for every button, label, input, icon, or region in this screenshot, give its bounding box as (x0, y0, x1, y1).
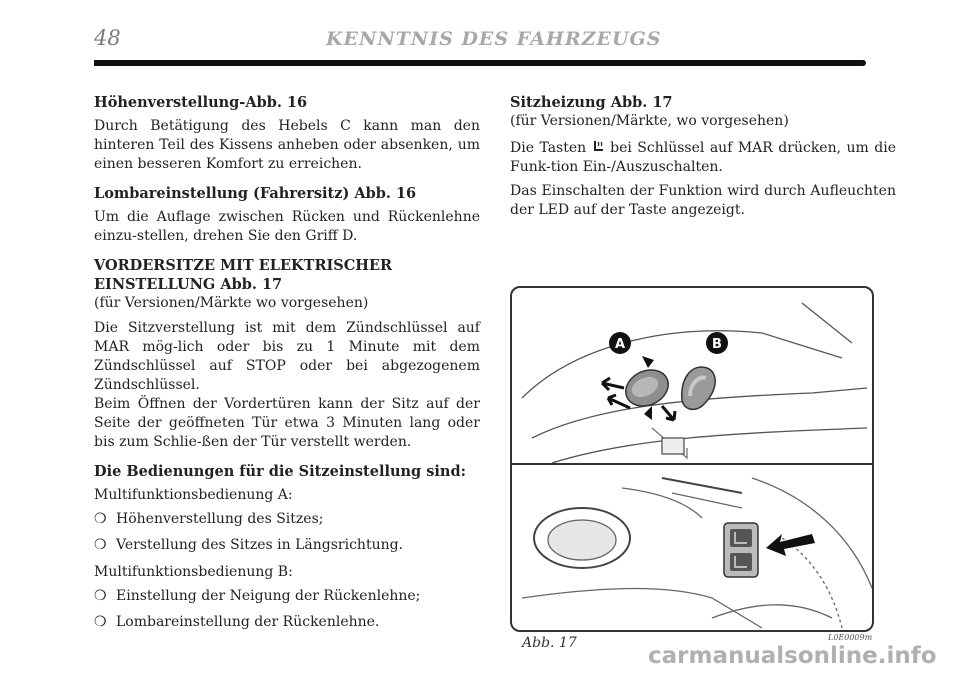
section-text-doors: Beim Öffnen der Vordertüren kann der Sitz auf der Seite der geöffneten Tür etwa 3 Minuten lang oder bis zum Schlie-ßen der Tür verstellt werden. (94, 396, 480, 450)
center-console (522, 478, 872, 628)
section-title-seat-heating: Sitzheizung Abb. 17 (510, 94, 673, 111)
group-b-list (94, 587, 480, 632)
section-text-lumbar: Um die Auflage zwischen Rücken und Rückenlehne einzu-stellen, drehen Sie den Griff D. (94, 209, 480, 244)
section-title-controls: Die Bedienungen für die Sitzeinstellung sind: (94, 463, 466, 480)
label-b: B (712, 337, 722, 352)
bullet-icon: ❍ (94, 588, 107, 604)
list-item: ❍ Lombareinstellung der Rückenlehne. (94, 614, 380, 630)
running-title: KENNTNIS DES FAHRZEUGS (326, 28, 662, 50)
seat-heater-buttons (724, 523, 758, 577)
section-text-led: Das Einschalten der Funktion wird durch Aufleuchten der LED auf der Taste angezeigt. (510, 183, 896, 218)
group-b-label: Multifunktionsbedienung B: (94, 564, 293, 580)
seat-heater-icon (592, 140, 605, 154)
figure-code: L0E0009m (828, 633, 873, 642)
list-item: ❍ Verstellung des Sitzes in Längsrichtung. (94, 537, 404, 553)
group-a-label: Multifunktionsbedienung A: (94, 487, 293, 503)
section-title-lumbar: Lombareinstellung (Fahrersitz) Abb. 16 (94, 185, 417, 202)
pointer-arrow-icon (766, 534, 815, 556)
section-subtitle: (für Versionen/Märkte wo vorgesehen) (94, 295, 369, 311)
list-item: ❍ Höhenverstellung des Sitzes; (94, 511, 324, 527)
section-text-height: Durch Betätigung des Hebels C kann man den hinteren Teil des Kissens anheben oder absenken, um einen besseren Komfort zu erreichen. (94, 118, 480, 172)
header-rule (94, 60, 866, 66)
section-title-height: Höhenverstellung-Abb. 16 (94, 94, 308, 111)
section-text-seat-heating: Die Tasten bei Schlüssel auf MAR drücken, um die Funk-tion Ein-/Auszuschalten. (510, 140, 896, 175)
section-title-line-2: EINSTELLUNG Abb. 17 (94, 276, 283, 293)
section-title-electric-seats (94, 256, 480, 294)
bullet-icon: ❍ (94, 614, 107, 630)
watermark: carmanualsonline.info (648, 643, 937, 669)
figure-illustration (512, 288, 872, 630)
list-item: ❍ Einstellung der Neigung der Rückenlehne; (94, 588, 421, 604)
group-a-list (94, 510, 480, 555)
bullet-icon: ❍ (94, 537, 107, 553)
figure-seat-controls (510, 286, 874, 632)
figure-caption: Abb. 17 (522, 635, 577, 651)
section-subtitle-seat-heating: (für Versionen/Märkte, wo vorgesehen) (510, 113, 789, 129)
right-column (510, 93, 896, 230)
label-a: A (614, 337, 626, 352)
section-text-ignition: Die Sitzverstellung ist mit dem Zündschlüssel auf MAR mög-lich oder bis zu 1 Minute mit dem Zündschlüssel auf STOP oder bei abgezogenem Zündschlüssel. (94, 320, 480, 393)
bullet-icon: ❍ (94, 511, 107, 527)
page-number: 48 (94, 26, 121, 50)
left-column (94, 93, 480, 640)
section-title-line-1: VORDERSITZE MIT ELEKTRISCHER (94, 257, 393, 274)
